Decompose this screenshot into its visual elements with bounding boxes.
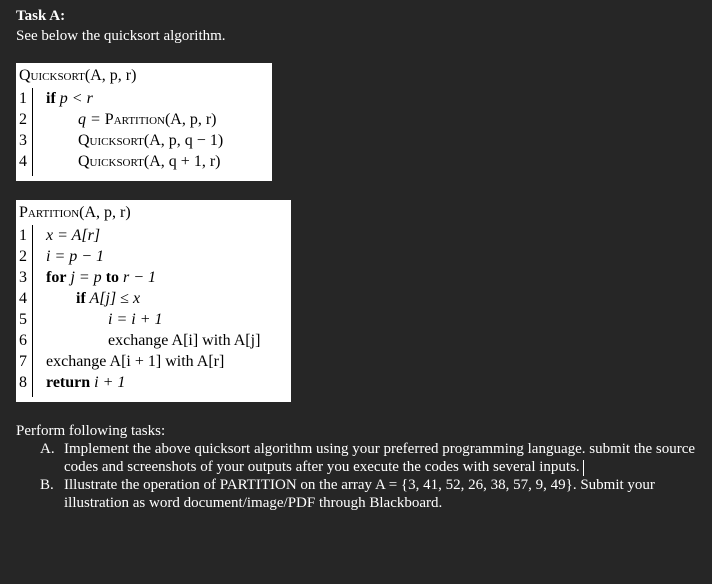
code-text: x = A[r] [46,227,101,244]
quicksort-header [16,63,272,88]
code-text: i + 1 [90,374,126,391]
task-label: B. [40,477,54,493]
code-line [16,130,272,151]
partition-pseudocode [16,200,291,402]
quicksort-args: (A, p, r) [84,67,137,84]
keyword: if [46,90,56,107]
code-text: exchange A[i + 1] with A[r] [46,353,225,370]
line-number: 1 [19,227,27,244]
task-text: Illustrate the operation of PARTITION on the array A = {3, 41, 52, 26, 38, 57, 9, 49}. Submit your illustration as word document/image/PDF through Blackboard. [64,477,655,511]
keyword: if [76,290,86,307]
keyword: for [46,269,67,286]
code-text: p < r [55,90,93,107]
line-number: 8 [19,374,27,391]
task-list [16,422,696,512]
call-name: Quicksort [78,132,144,149]
code-line [16,351,291,372]
task-item-b [16,476,696,512]
code-text: i = i + 1 [108,311,163,328]
code-text: A[j] ≤ x [85,290,141,307]
line-number: 4 [19,290,27,307]
line-number: 4 [19,153,27,170]
line-number: 2 [19,248,27,265]
code-line [16,372,291,393]
task-label: A. [40,441,55,457]
quicksort-pseudocode [16,63,272,181]
code-text: j = p [66,269,106,286]
partition-name: Partition [19,204,80,221]
task-item-a [16,440,696,476]
task-title: Task A: [16,8,66,24]
line-number: 6 [19,332,27,349]
call-name: Quicksort [78,153,144,170]
line-number: 2 [19,111,27,128]
code-text: exchange A[i] with A[j] [108,332,261,349]
line-number: 7 [19,353,27,370]
code-line [16,109,272,130]
task-text: Implement the above quicksort algorithm using your preferred programming language. submit the source codes and screenshots of your outputs after you execute the codes with several inputs. [64,441,696,475]
quicksort-name: Quicksort [19,67,85,84]
code-line [16,267,291,288]
call-args: (A, q + 1, r) [143,153,221,170]
line-number: 1 [19,90,27,107]
partition-header [16,200,291,225]
code-text: q = [78,111,105,128]
code-text: r − 1 [119,269,157,286]
tasks-intro: Perform following tasks: [16,423,166,439]
code-line [16,151,272,172]
code-line [16,330,291,351]
line-number: 3 [19,269,27,286]
partition-args: (A, p, r) [79,204,131,221]
call-args: (A, p, r) [164,111,217,128]
code-line [16,309,291,330]
keyword: return [46,374,91,391]
code-line [16,225,291,246]
call-args: (A, p, q − 1) [143,132,224,149]
task-intro: See below the quicksort algorithm. [16,28,226,44]
code-text: i = p − 1 [46,248,105,265]
call-name: Partition [104,111,165,128]
code-line [16,288,291,309]
keyword: to [105,269,120,286]
text-cursor [583,460,584,476]
line-number: 5 [19,311,27,328]
code-line [16,88,272,109]
line-number: 3 [19,132,27,149]
code-line [16,246,291,267]
